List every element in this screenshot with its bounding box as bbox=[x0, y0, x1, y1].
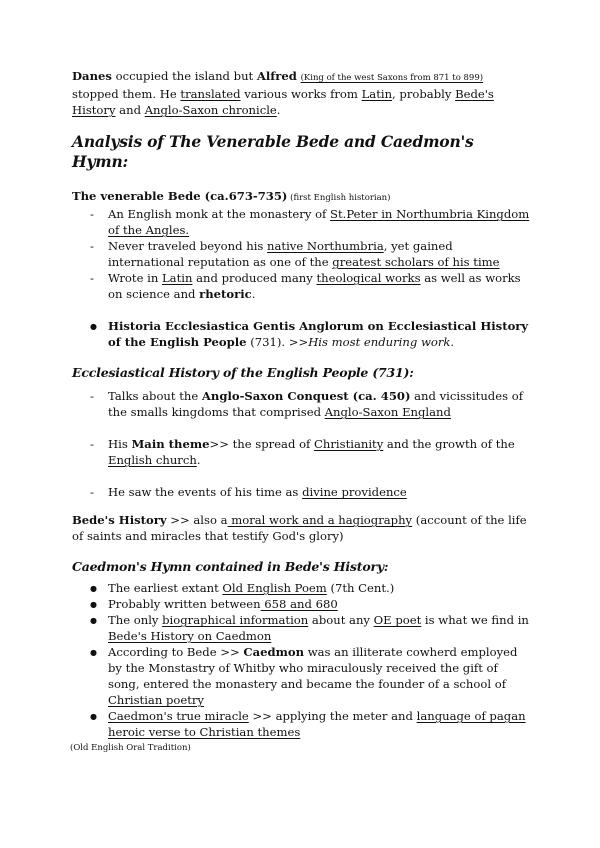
caedmon-list bbox=[72, 580, 532, 740]
document-page bbox=[72, 68, 532, 756]
list-item: ● Caedmon's true miracle >> applying the meter and language of pagan heroic verse to Christian themes bbox=[90, 708, 532, 740]
eccl-heading: Ecclesiastical History of the English People (731): bbox=[72, 365, 414, 380]
chronicle-term: Anglo-Saxon chronicle bbox=[144, 103, 277, 117]
list-item: - An English monk at the monastery of St.Peter in Northumbria Kingdom of the Angles. bbox=[90, 206, 532, 238]
bedes-history-term: Bede's History bbox=[72, 87, 494, 117]
eccl-list bbox=[72, 388, 532, 500]
list-item: - He saw the events of his time as divine providence bbox=[90, 484, 532, 500]
list-item: ● Historia Ecclesiastica Gentis Anglorum on Ecclesiastical History of the English People (731). >>His most enduring work. bbox=[90, 318, 532, 350]
list-item: - Never traveled beyond his native Northumbria, yet gained international reputation as one of the greatest scholars of his time bbox=[90, 238, 532, 270]
list-item: ● The earliest extant Old English Poem (7th Cent.) bbox=[90, 580, 532, 596]
bede-title: The venerable Bede (ca.673-735) (first English historian) bbox=[72, 189, 391, 203]
latin-term: Latin bbox=[361, 87, 393, 101]
list-item: - Wrote in Latin and produced many theological works as well as works on science and rhetoric. bbox=[90, 270, 532, 302]
footer-note: (Old English Oral Tradition) bbox=[70, 743, 191, 753]
bedes-history-paragraph: Bede's History >> also a moral work and a hagiography (account of the life of saints and miracles that testify God's glory) bbox=[72, 513, 527, 543]
analysis-heading: Analysis of The Venerable Bede and Caedmon's Hymn: bbox=[72, 132, 474, 171]
danes-term: Danes bbox=[72, 69, 112, 83]
alfred-term: Alfred bbox=[256, 69, 297, 83]
bede-list bbox=[72, 206, 532, 302]
historia-list bbox=[72, 318, 532, 350]
list-item: - Talks about the Anglo-Saxon Conquest (ca. 450) and vicissitudes of the smalls kingdoms that comprised Anglo-Saxon England bbox=[90, 388, 532, 420]
caedmon-heading: Caedmon's Hymn contained in Bede's History: bbox=[72, 559, 389, 574]
list-item: ● The only biographical information about any OE poet is what we find in Bede's History on Caedmon bbox=[90, 612, 532, 644]
alfred-note: (King of the west Saxons from 871 to 899) bbox=[300, 73, 484, 83]
translated-term: translated bbox=[180, 87, 241, 101]
list-item: - His Main theme>> the spread of Christianity and the growth of the English church. bbox=[90, 436, 532, 468]
intro-paragraph: Danes occupied the island but Alfred (King of the west Saxons from 871 to 899) stopped them. He translated various works from Latin, probably Bede's History and Anglo-Saxon chronicle. bbox=[72, 69, 494, 117]
list-item: ● Probably written between 658 and 680 bbox=[90, 596, 532, 612]
list-item: ● According to Bede >> Caedmon was an illiterate cowherd employed by the Monstastry of Whitby who miraculously received the gift of song, entered the monastery and became the founder of a school of Christian poetry bbox=[90, 644, 532, 708]
